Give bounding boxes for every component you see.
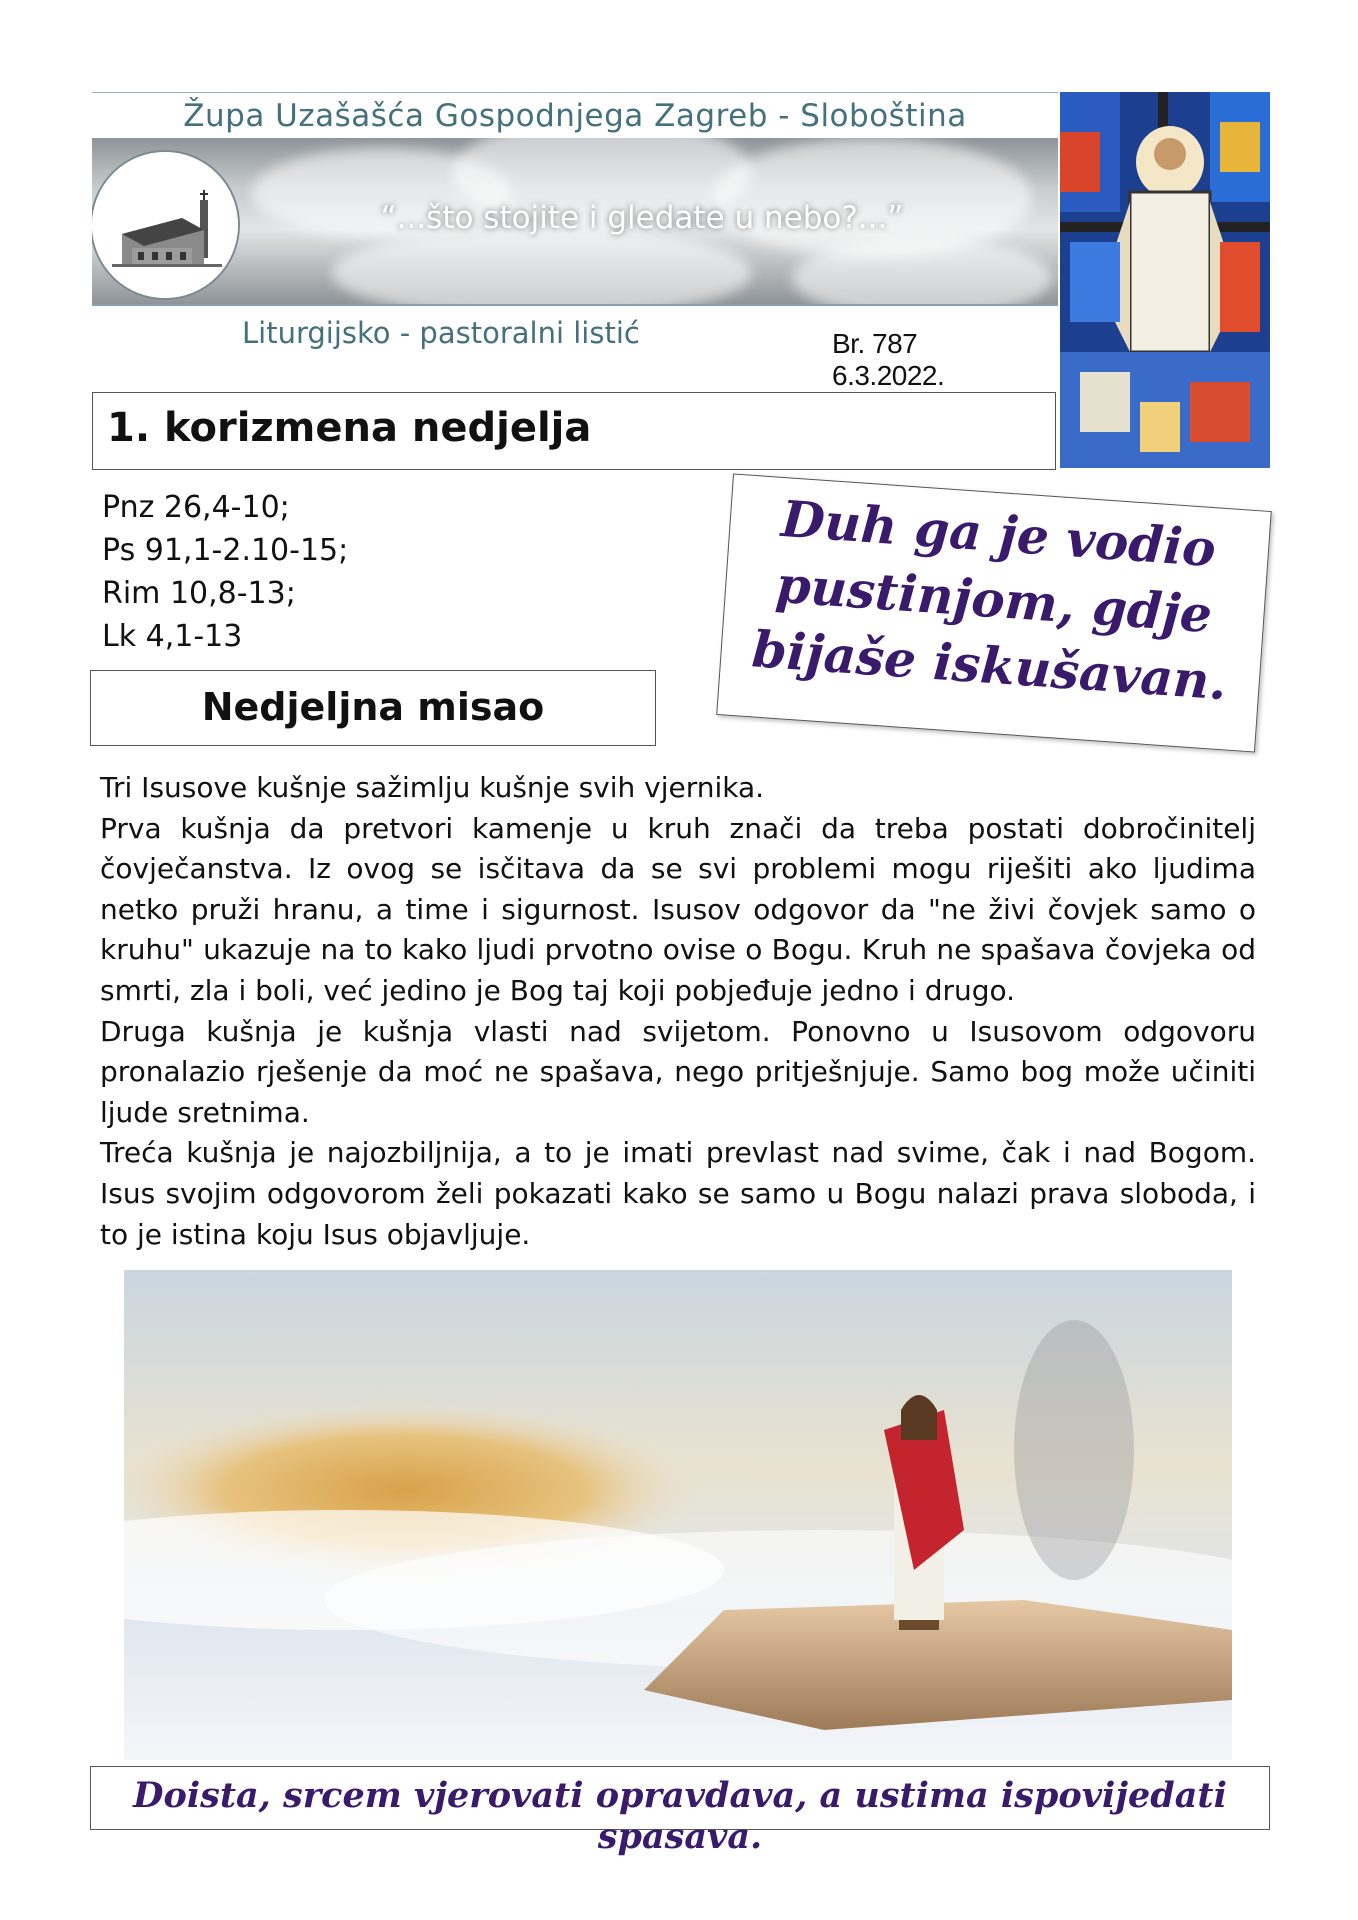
header-motto: “...što stojite i gledate u nebo?...” [380,200,904,236]
body-paragraph: Tri Isusove kušnje sažimlju kušnje svih vjernika. [100,771,765,804]
gospel-quote-text [738,484,1251,716]
footer-quote-box [90,1766,1270,1857]
issue-date: 6.3.2022. [832,360,945,391]
header-banner [92,92,1058,391]
cloud-banner [92,138,1058,306]
reading-item: Rim 10,8-13; [102,576,296,611]
body-paragraph: Druga kušnja je kušnja vlasti nad svijetom. Ponovno u Isusovom odgovoru pronalazio rješenje da moć ne spašava, nego pritješnjuje. Samo bog može učiniti ljude sretnima. [100,1014,1256,1129]
parish-name: Župa Uzašašća Gospodnjega Zagreb - Sloboština [92,92,1058,139]
section-title: Nedjeljna misao [201,685,545,729]
readings-list [102,486,348,658]
quote-line: Duh ga je vodio [779,489,1218,579]
quote-line: bijaše iskušavan. [750,619,1229,712]
bulletin-subtitle: Liturgijsko - pastoralni listić [242,316,640,350]
reading-item: Ps 91,1-2.10-15; [102,533,349,568]
quote-line: pustinjom, gdje [773,554,1214,645]
sunday-thought-text [100,768,1256,1255]
sunday-title-box [92,392,1056,470]
body-paragraph: Treća kušnja je najozbiljnija, a to je imati prevlast nad svime, čak i nad Bogom. Isus svojim odgovorom želi pokazati kako se samo u Bogu nalazi prava sloboda, i to je istina koju Isus objavljuje. [100,1136,1256,1251]
issue-number: Br. 787 [832,328,918,359]
reading-item: Lk 4,1-13 [102,619,243,654]
issue-info [832,328,1058,392]
gospel-quote-card [716,473,1272,752]
sunday-title: 1. korizmena nedjelja [107,405,592,451]
church-logo [92,150,240,300]
footer-quote: Doista, srcem vjerovati opravdava, a ustima ispovijedati spasava. [133,1775,1227,1857]
stained-glass-window-image [1060,92,1270,468]
body-paragraph: Prva kušnja da pretvori kamenje u kruh znači da treba postati dobročinitelj čovječanstva. Iz ovog se isčitava da se svi problemi mogu riješiti ako ljudima netko pruži hranu, a time i sigurnost. Isusov odgovor da "ne živi čovjek samo o kruhu" ukazuje na to kako ljudi prvotno ovise o Bogu. Kruh ne spašava čovjeka od smrti, zla i boli, već jedino je Bog taj koji pobjeđuje jedno i drugo. [100,811,1256,1007]
reading-item: Pnz 26,4-10; [102,490,290,525]
temptation-illustration-image [124,1270,1232,1760]
section-title-box [90,670,656,746]
